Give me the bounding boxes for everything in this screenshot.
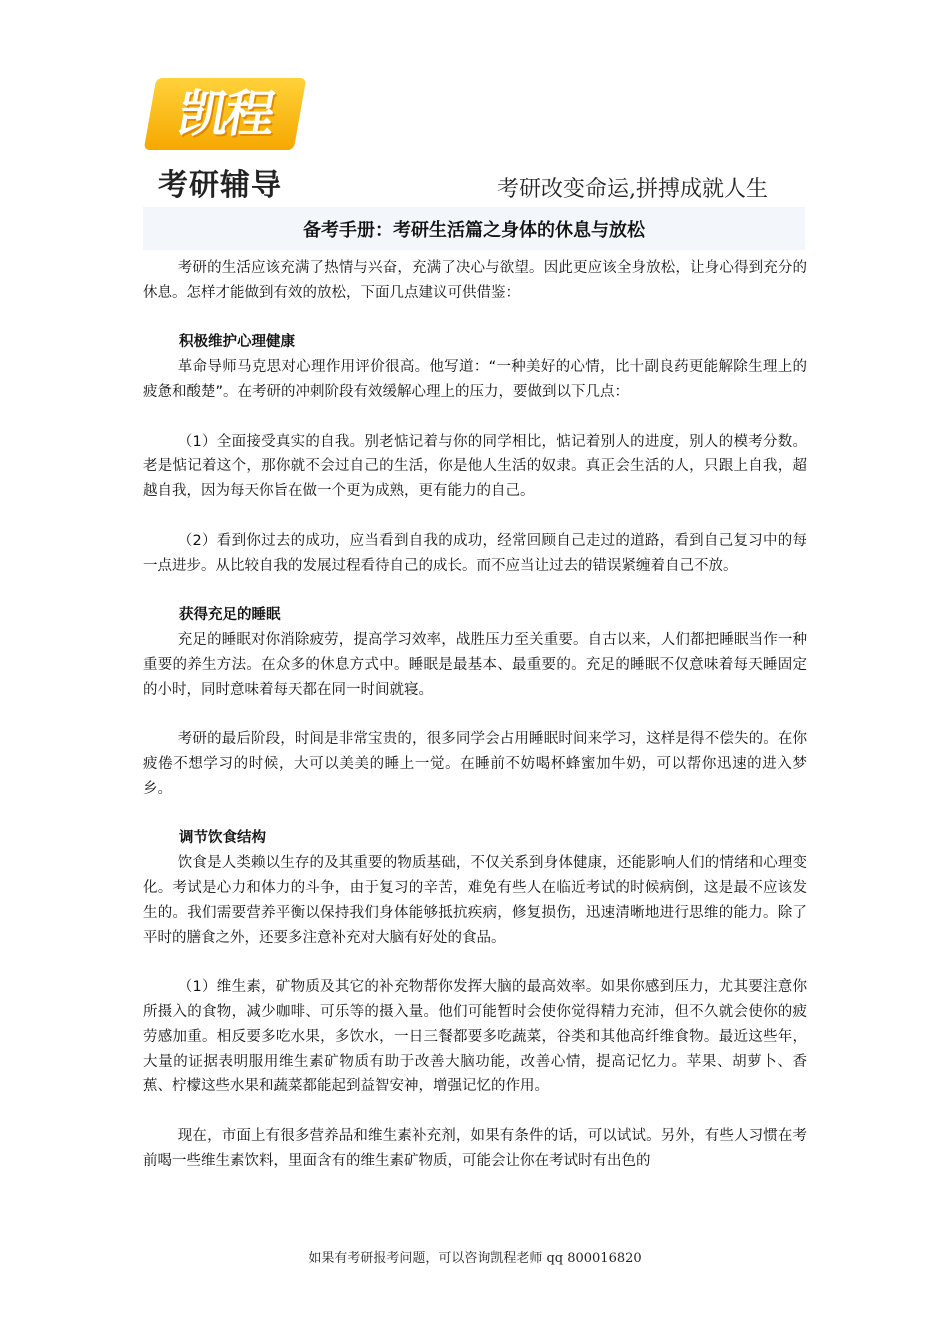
- paragraph: （1）全面接受真实的自我。别老惦记着与你的同学相比，惦记着别人的进度，别人的模考分数。老是惦记着这个，那你就不会过自己的生活，你是他人生活的奴隶。真正会生活的人，只跟上自我，超越自我，因为每天你旨在做一个更为成熟，更有能力的自己。: [143, 433, 807, 500]
- paragraph: 现在，市面上有很多营养品和维生素补充剂，如果有条件的话，可以试试。另外，有些人习惯在考前喝一些维生素饮料，里面含有的维生素矿物质，可能会让你在考试时有出色的: [143, 1127, 807, 1169]
- paragraph: 革命导师马克思对心理作用评价很高。他写道：“一种美好的心情，比十副良药更能解除生理上的疲惫和酸楚”。在考研的冲刺阶段有效缓解心理上的压力，要做到以下几点：: [143, 359, 807, 400]
- article-body: [143, 256, 807, 1198]
- paragraph: 充足的睡眠对你消除疲劳，提高学习效率，战胜压力至关重要。自古以来，人们都把睡眠当作一种重要的养生方法。在众多的休息方式中。睡眠是最基本、最重要的。充足的睡眠不仅意味着每天睡固定的小时，同时意味着每天都在同一时间就寝。: [143, 631, 807, 698]
- paragraph: （1）维生素，矿物质及其它的补充物帮你发挥大脑的最高效率。如果你感到压力，尤其要注意你所摄入的食物，减少咖啡、可乐等的摄入量。他们可能暂时会使你觉得精力充沛，但不久就会使你的疲劳感加重。相反要多吃水果，多饮水，一日三餐都要多吃蔬菜，谷类和其他高纤维食物。最近这些年，大量的证据表明服用维生素矿物质有助于改善大脑功能，改善心情，提高记忆力。苹果、胡萝卜、香蕉、柠檬这些水果和蔬菜都能起到益智安神，增强记忆的作用。: [143, 979, 807, 1095]
- logo: [150, 78, 310, 203]
- section-heading: 积极维护心理健康: [179, 334, 295, 351]
- logo-mark: 凯程: [144, 78, 307, 150]
- section-heading: 调节饮食结构: [179, 830, 266, 847]
- paragraph: （2）看到你过去的成功，应当看到自我的成功，经常回顾自己走过的道路，看到自己复习中的每一点进步。从比较自我的发展过程看待自己的成长。而不应当让过去的错误紧缠着自己不放。: [143, 532, 807, 574]
- intro-paragraph: 考研的生活应该充满了热情与兴奋，充满了决心与欲望。因此更应该全身放松，让身心得到充分的休息。怎样才能做到有效的放松，下面几点建议可供借鉴：: [143, 260, 807, 301]
- page-title: 备考手册：考研生活篇之身体的休息与放松: [303, 220, 645, 241]
- paragraph: 考研的最后阶段，时间是非常宝贵的，很多同学会占用睡眠时间来学习，这样是得不偿失的。在你疲倦不想学习的时候，大可以美美的睡上一觉。在睡前不妨喝杯蜂蜜加牛奶，可以帮你迅速的进入梦乡。: [143, 731, 807, 797]
- footer-contact: 如果有考研报考问题，可以咨询凯程老师 qq 800016820: [308, 1251, 642, 1266]
- section-heading: 获得充足的睡眠: [179, 607, 281, 624]
- logo-caption: 考研辅导: [158, 168, 282, 203]
- slogan: 考研改变命运,拼搏成就人生: [497, 177, 768, 202]
- paragraph: 饮食是人类赖以生存的及其重要的物质基础，不仅关系到身体健康，还能影响人们的情绪和心理变化。考试是心力和体力的斗争，由于复习的辛苦，难免有些人在临近考试的时候病倒，这是最不应该发生的。我们需要营养平衡以保持我们身体能够抵抗疾病，修复损伤，迅速清晰地进行思维的能力。除了平时的膳食之外，还要多注意补充对大脑有好处的食品。: [143, 855, 807, 946]
